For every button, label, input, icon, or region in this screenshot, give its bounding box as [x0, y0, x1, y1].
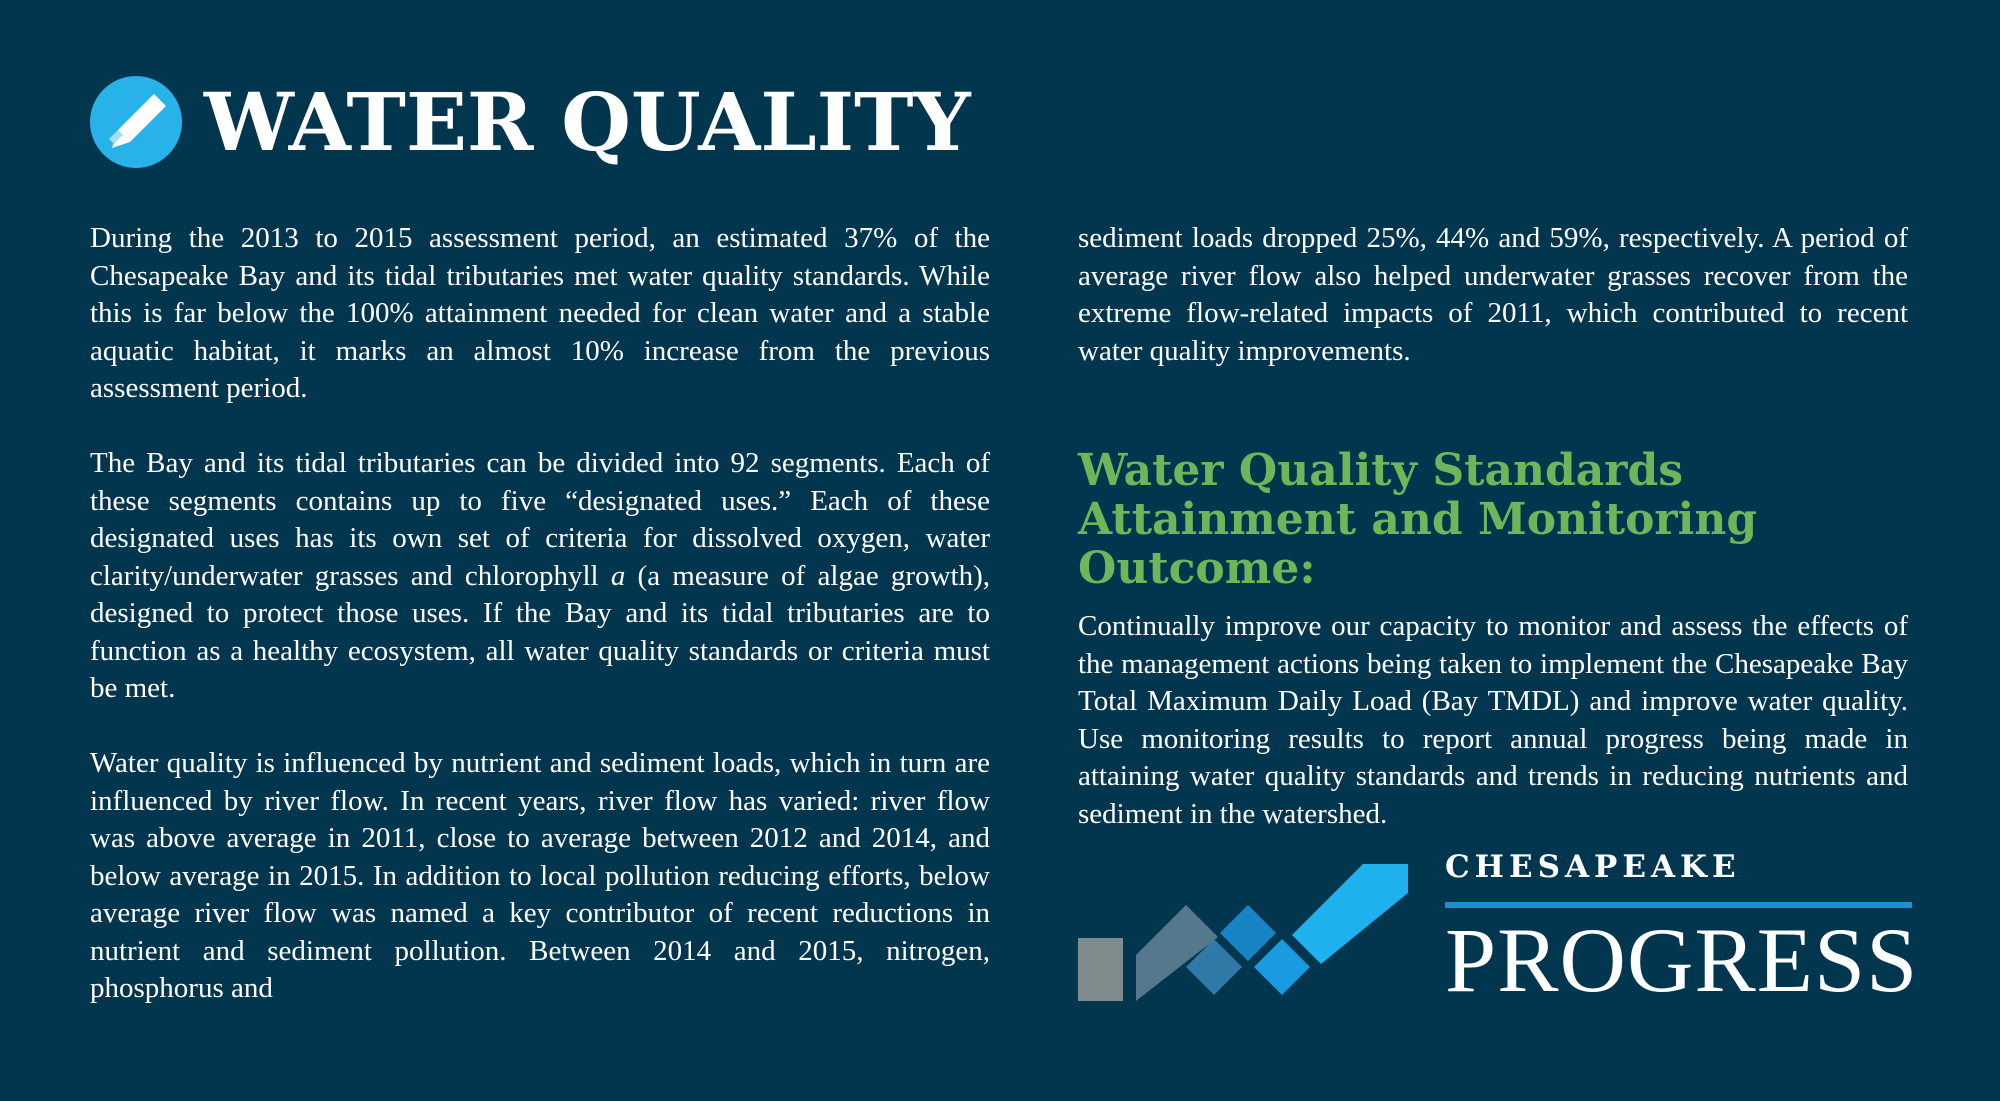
logo-arrow — [1292, 864, 1408, 964]
page-header — [90, 72, 971, 172]
logo-wordmark — [1445, 849, 1919, 1011]
body-paragraph: During the 2013 to 2015 assessment period, an estimated 37% of the Chesapeake Bay and its tidal tributaries met water quality standards. While this is far below the 100% attainment needed for clean water and a stable aquatic habitat, it marks an almost 10% increase from the previous assessment period. — [90, 222, 990, 404]
body-paragraph — [90, 445, 990, 708]
logo-divider — [1445, 902, 1912, 908]
body-text: The Bay and its tidal tributaries can be divided into 92 segments. Each of these segments contains up to five “designated uses.” Each of these designated uses has its own set of criteria for dissolved oxygen, water clarity/underwater grasses and chlorophyll — [90, 447, 990, 592]
logo-gray-bar — [1078, 938, 1123, 1001]
pencil-icon — [90, 76, 182, 168]
italic-letter: a — [610, 559, 626, 592]
outcome-heading: Water Quality Standards Attainment and Monitoring Outcome: — [1078, 445, 1758, 594]
left-column — [90, 220, 990, 1008]
body-text: (a measure of algae growth), designed to protect those uses. If the Bay and its tidal tributaries are to function as a healthy ecosystem, all water quality standards or criteria must be met. — [90, 559, 990, 704]
outcome-body: Continually improve our capacity to monitor and assess the effects of the management actions being taken to implement the Chesapeake Bay Total Maximum Daily Load (Bay TMDL) and improve water quality. Use monitoring results to report annual progress being made in attaining water quality standards and trends in reducing nutrients and sediment in the watershed. — [1078, 610, 1908, 830]
body-paragraph: sediment loads dropped 25%, 44% and 59%, respectively. A period of average river flow also helped underwater grasses recover from the extreme flow-related impacts of 2011, which contributed to recent water quality improvements. — [1078, 222, 1908, 367]
logo-diamond-right — [1254, 939, 1310, 995]
chesapeake-progress-logo-mark — [1078, 855, 1408, 1003]
body-paragraph: Water quality is influenced by nutrient and sediment loads, which in turn are influenced by river flow. In recent years, river flow has varied: river flow was above average in 2011, close to average between 2012 and 2014, and below average in 2015. In addition to local pollution reducing efforts, below average river flow was named a key contributor of recent reductions in nutrient and sediment pollution. Between 2014 and 2015, nitrogen, phosphorus and — [90, 747, 990, 1004]
right-column — [1078, 220, 1908, 370]
logo-diamond-upper — [1220, 905, 1276, 961]
page-title: WATER QUALITY — [204, 75, 971, 169]
logo-small-text: CHESAPEAKE — [1445, 849, 1741, 885]
logo-big-text: PROGRESS — [1445, 909, 1919, 1011]
